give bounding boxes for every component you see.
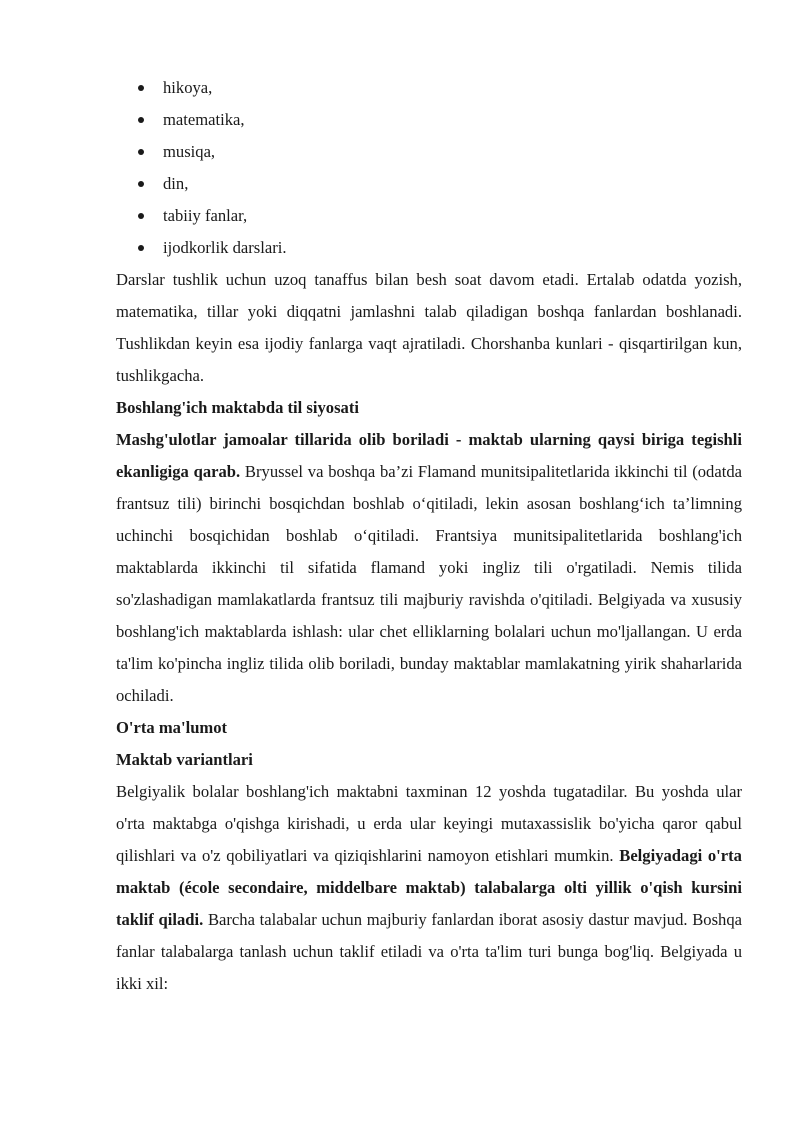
list-item	[116, 104, 742, 136]
paragraph-body: Belgiyalik bolalar boshlang'ich maktabni taxminan 12 yoshda tugatadilar. Bu yoshda ular o'rta maktabga o'qishga kirishadi, u erda ular keyingi mutaxassislik bo'yicha qaror qabul qilishlari va o'z qobiliyatlari va qiziqishlarini namoyon etishlari mumkin.	[116, 782, 742, 865]
bullet-icon	[138, 149, 144, 155]
paragraph-lead-bold: Mashg'ulotlar jamoalar tillarida olib boriladi - maktab ularning qaysi biriga tegishli ekanligiga qarab.	[116, 430, 742, 481]
list-item	[116, 200, 742, 232]
heading-school-options: Maktab variantlari	[116, 750, 253, 769]
bullet-icon	[138, 213, 144, 219]
bullet-icon	[138, 181, 144, 187]
paragraph-school-options	[116, 776, 742, 1000]
paragraph-language-policy	[116, 424, 742, 712]
bullet-icon	[138, 85, 144, 91]
bullet-icon	[138, 245, 144, 251]
paragraph-schedule: Darslar tushlik uchun uzoq tanaffus bilan besh soat davom etadi. Ertalab odatda yozish, matematika, tillar yoki diqqatni jamlashni talab qiladigan boshqa fanlardan boshlanadi. Tushlikdan keyin esa ijodiy fanlarga vaqt ajratiladi. Chorshanba kunlari - qisqartirilgan kun, tushlikgacha.	[116, 270, 742, 385]
list-item-text: matematika,	[163, 110, 245, 129]
paragraph-body-end: Barcha talabalar uchun majburiy fanlardan iborat asosiy dastur mavjud. Boshqa fanlar talabalarga tanlash uchun taklif etiladi va o'rta ta'lim turi bunga bog'liq. Belgiyada u ikki xil:	[116, 910, 742, 993]
list-item-text: din,	[163, 174, 189, 193]
paragraph-bold: Belgiyadagi o'rta maktab (école secondaire, middelbare maktab) talabalarga olti yillik o'qish kursini taklif qiladi.	[116, 846, 742, 929]
paragraph-body: Bryussel va boshqa ba’zi Flamand munitsipalitetlarida ikkinchi til (odatda frantsuz tili) birinchi bosqichdan boshlab o‘qitiladi, lekin asosan boshlang‘ich ta’limning uchinchi bosqichidan boshlab o‘qitiladi. Frantsiya munitsipalitetlarida boshlang'ich maktablarda ikkinchi til sifatida flamand yoki ingliz tili o'rgatiladi. Nemis tilida so'zlashadigan mamlakatlarda frantsuz tili majburiy ravishda o'qitiladi. Belgiyada va xususiy boshlang'ich maktablarda ishlash: ular chet elliklarning bolalari uchun mo'ljallangan. U erda ta'lim ko'pincha ingliz tilida olib boriladi, bunday maktablar mamlakatning yirik shaharlarida ochiladi.	[116, 462, 742, 705]
list-item-text: hikoya,	[163, 78, 213, 97]
list-item-text: ijodkorlik darslari.	[163, 238, 287, 257]
list-item	[116, 168, 742, 200]
list-item-text: tabiiy fanlar,	[163, 206, 248, 225]
heading-language-policy: Boshlang'ich maktabda til siyosati	[116, 398, 359, 417]
list-item-text: musiqa,	[163, 142, 216, 161]
heading-secondary-education: O'rta ma'lumot	[116, 718, 228, 737]
list-item	[116, 72, 742, 104]
list-item	[116, 232, 742, 264]
bullet-icon	[138, 117, 144, 123]
list-item	[116, 136, 742, 168]
subject-list	[116, 72, 742, 264]
